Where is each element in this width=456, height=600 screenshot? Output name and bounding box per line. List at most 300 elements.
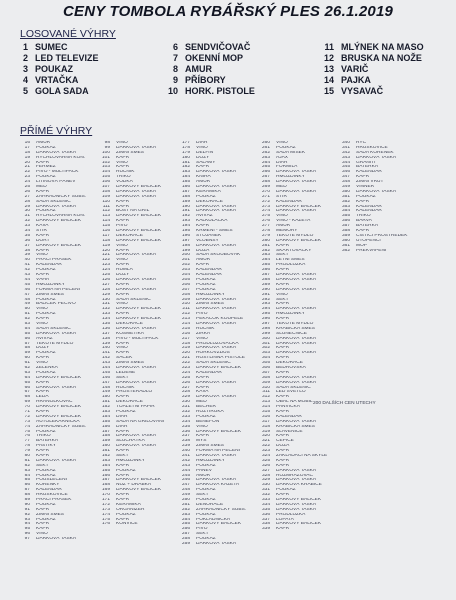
prize-number: 142 <box>101 356 110 361</box>
prize-name: VÁHA <box>36 277 50 282</box>
prize-number: 94 <box>24 522 30 527</box>
prize-number: 112 <box>102 209 110 214</box>
prize-number: 266 <box>261 170 270 175</box>
prize-name: MOP <box>356 243 367 248</box>
prize-number: 60 <box>24 356 30 361</box>
prize-number: 335 <box>261 507 270 512</box>
prize-name: POUKAZ <box>36 268 56 273</box>
prize-number: 307 <box>261 370 270 375</box>
prize-number: 256 <box>181 527 190 532</box>
prize-number: 155 <box>101 419 110 424</box>
prize-number: 43 <box>24 273 30 278</box>
prize-number: 217 <box>181 336 190 341</box>
prize-name: KAPR <box>116 248 130 253</box>
prize-name: ROZTIRUKA <box>196 409 224 414</box>
prize-name: FORMILA <box>276 165 298 170</box>
prize-name: KAPR <box>36 233 50 238</box>
prize-name: DÁRKOVÝ BALÍČEK <box>116 185 162 190</box>
prize-number: 271 <box>261 194 270 199</box>
prize-name: VÍNO <box>116 258 128 263</box>
prize-number: 138 <box>101 336 110 341</box>
prize-name: KAPR <box>36 380 50 385</box>
prize-number: 22 <box>24 170 30 175</box>
prize-number: 158 <box>101 434 110 439</box>
prize-number: 192 <box>181 214 190 219</box>
prize-name: DÁRKOVÁ TAŠKA <box>356 189 397 194</box>
prize-name: FERMEŽ <box>36 165 56 170</box>
prize-name: MEMORY <box>276 229 298 234</box>
prize-name: DÁRKOVÁ TAŠKA <box>116 365 157 370</box>
prize-name: DÁRKOVÁ TAŠKA <box>196 209 237 214</box>
prize-number: 165 <box>101 468 110 473</box>
prize-name: KRABIČKA SMĚS <box>276 326 315 331</box>
prize-number: 348 <box>341 180 350 185</box>
prize-name: DELFÍN <box>196 150 214 155</box>
prize-name: POUKAZ <box>36 175 56 180</box>
prize-number: 95 <box>24 527 30 532</box>
prize-number: 66 <box>24 385 30 390</box>
prize-name: POUKAZ <box>36 351 56 356</box>
prize-number: 44 <box>24 277 30 282</box>
prize-name: KAPR <box>276 395 290 400</box>
prize-name: DÁRKOVÝ BALÍČEK <box>36 405 82 410</box>
prize-name: KAPR <box>276 493 290 498</box>
prize-number: 336 <box>261 512 270 517</box>
prize-number: 30 <box>24 209 30 214</box>
prize-name: MED <box>276 185 287 190</box>
prize-number: 287 <box>261 273 270 278</box>
prize-number: 77 <box>24 439 30 444</box>
prize-number: 143 <box>101 361 110 366</box>
prize-number: 323 <box>261 449 270 454</box>
prize-name: KAPR <box>356 229 370 234</box>
prize-name: POUKAZ <box>196 287 216 292</box>
prize-name: VÍNO <box>36 253 48 258</box>
prize-name: AUTOLÉKARNIČKA <box>36 419 80 424</box>
prize-name: SKARTOVAČKY <box>276 248 312 253</box>
prize-number: 362 <box>341 248 350 253</box>
prize-name: VÍNO <box>36 321 48 326</box>
prize-number: 121 <box>101 253 110 258</box>
prize-number: 75 <box>24 429 30 434</box>
prize-number: 191 <box>181 209 190 214</box>
prize-number: 119 <box>102 243 110 248</box>
prize-name: PRODLUŽOVAČKA <box>196 341 239 346</box>
prize-name: DÁRKOVÝ BALÍČEK <box>36 375 82 380</box>
prize-name: POUKAZ <box>276 488 296 493</box>
prize-number: 41 <box>24 263 30 268</box>
prize-number: 359 <box>341 233 350 238</box>
prize-number: 303 <box>261 351 270 356</box>
prize-number: 233 <box>181 414 190 419</box>
prize-name: HORK. PISTOLE <box>185 86 255 96</box>
prize-name: KAPR <box>196 375 210 380</box>
prize-name: DÁRKOVÝ BALÍČEK <box>36 219 82 224</box>
prize-number: 97 <box>24 537 30 542</box>
prize-name: SEKT <box>196 493 209 498</box>
prize-number: 261 <box>261 145 270 150</box>
prize-name: VRTAČKA <box>35 75 79 85</box>
prize-name: ZIMNÍ SMĚS <box>116 361 144 366</box>
prize-name: KAPR <box>196 434 210 439</box>
prize-name: KAPR <box>116 473 130 478</box>
prize-number: 277 <box>261 224 270 229</box>
prize-number: 162 <box>101 454 110 458</box>
prize-number: 58 <box>24 346 30 351</box>
prize-name: BARVA <box>356 219 372 224</box>
prize-name: DÁRKOVÁ TAŠKA <box>116 434 157 439</box>
prize-name: VÍNO <box>276 214 288 219</box>
prize-name: DENORACE <box>196 502 224 507</box>
prize-name: LETNÍ SMĚS <box>276 258 305 263</box>
prize-number: 279 <box>261 233 270 238</box>
prize-number: 259 <box>181 542 190 547</box>
prize-name: POUŠLECENÍ <box>36 478 67 483</box>
prize-name: POKLADNIČKA <box>196 517 231 522</box>
prize-name: GRANITI <box>356 160 376 165</box>
prize-name: DÁRKOVÁ TAŠKA <box>276 277 317 282</box>
prize-number: 342 <box>341 150 350 155</box>
prize-number: 96 <box>24 532 30 537</box>
prize-name: KALKULAČKA <box>196 219 228 224</box>
prize-number: 194 <box>181 224 190 229</box>
prize-name: ZAHRADNICKÝ SUBS. <box>196 507 247 512</box>
prize-name: KAPR <box>116 351 130 356</box>
main-prize-item <box>316 53 422 63</box>
prize-name: SEKT <box>36 463 49 468</box>
prize-number: 161 <box>101 449 110 454</box>
prize-name: HRUŠKOVICE <box>36 493 68 498</box>
prize-number: 232 <box>181 409 190 414</box>
prize-number: 236 <box>181 429 190 434</box>
prize-name: VÍNO <box>116 302 128 307</box>
prize-number: 263 <box>261 155 270 160</box>
prize-number: 253 <box>181 512 190 517</box>
prize-number: 40 <box>24 258 30 263</box>
prize-name: SADA SKLENIC <box>276 385 311 390</box>
prize-number: 198 <box>181 243 190 248</box>
prize-number: 248 <box>181 488 190 493</box>
prize-number: 35 <box>24 233 30 238</box>
prize-name: ŠTÍR <box>276 194 287 199</box>
prize-name: TRIKO <box>36 434 51 439</box>
prize-name: KALENDÁŘ <box>196 273 222 278</box>
prize-number: 31 <box>24 214 30 219</box>
prize-number: 86 <box>24 483 30 488</box>
prize-number: 55 <box>24 331 30 336</box>
prize-number: 246 <box>181 478 190 483</box>
prize-name: VÍNO <box>36 307 48 312</box>
prize-name: KAPR <box>116 292 130 297</box>
prize-number: 282 <box>261 248 270 253</box>
prize-number: 313 <box>261 400 270 405</box>
prize-name: ZIMNÍ SMĚS <box>116 150 144 155</box>
prize-number: 180 <box>181 155 190 160</box>
prize-number: 141 <box>101 351 110 356</box>
prize-number: 220 <box>181 351 190 356</box>
prize-name: DÁRKOVÁ TAŠKA <box>276 287 317 292</box>
prize-name: DÁRKOVÝ BALÍČEK <box>116 214 162 219</box>
prize-name: VÍNO <box>196 145 208 150</box>
prize-name: TEKUTÉ MÝDLO <box>276 233 314 238</box>
prize-name: KERAMIKA <box>116 502 141 507</box>
main-prize-item <box>160 75 226 85</box>
prize-name: KAPR <box>116 155 130 160</box>
prize-name: SEKT <box>116 375 129 380</box>
prize-name: KAPR <box>276 449 290 454</box>
prize-name: DIÁŘ <box>196 141 208 145</box>
prize-number: 3 <box>22 64 28 74</box>
prize-name: PIVO <box>116 224 128 229</box>
prize-number: 65 <box>24 380 30 385</box>
prize-name: DÁRKOVÁ KRABICE <box>276 483 322 488</box>
prize-name: KAPR <box>116 498 130 503</box>
prize-name: KAPR <box>116 395 130 400</box>
prize-name: KALENDÁŘ <box>196 268 222 273</box>
prize-name: KAPR <box>116 312 130 317</box>
prize-name: ROSTLINNÁ PISTOLE <box>196 356 245 361</box>
prize-name: KAPR <box>36 454 50 458</box>
prize-name: POUKAZ <box>36 312 56 317</box>
prize-number: 196 <box>181 233 190 238</box>
prize-number: 245 <box>181 473 190 478</box>
prize-name: DÁRKOVÁ TAŠKA <box>276 468 317 473</box>
prize-number: 98 <box>104 141 110 145</box>
prize-name: KALENDÁŘ <box>356 170 382 175</box>
prize-name: POUKAZ <box>36 209 56 214</box>
prize-name: KAPR <box>276 346 290 351</box>
prize-row <box>254 527 372 532</box>
prize-number: 126 <box>101 277 110 282</box>
prize-number: 62 <box>24 365 30 370</box>
prize-number: 284 <box>261 258 270 263</box>
prize-number: 229 <box>181 395 190 400</box>
prize-number: 252 <box>181 507 190 512</box>
prize-number: 80 <box>24 454 30 458</box>
main-prize-item <box>160 64 212 74</box>
prize-number: 204 <box>181 273 190 278</box>
prize-name: DÁRKOVÁ TAŠKA <box>276 170 317 175</box>
prize-number: 327 <box>261 468 270 473</box>
prize-name: POUKAZ <box>36 370 56 375</box>
prize-number: 214 <box>181 321 190 326</box>
prize-number: 73 <box>24 419 30 424</box>
prize-number: 20 <box>24 160 30 165</box>
prize-name: AMUR <box>36 141 51 145</box>
prize-number: 181 <box>181 160 190 165</box>
prize-number: 21 <box>24 165 30 170</box>
prize-name: POUKAZ <box>196 282 216 287</box>
prize-name: DÁRKOVÁ TAŠKA <box>116 145 157 150</box>
prize-number: 56 <box>24 336 30 341</box>
prize-name: DÁRKOVÁ KAZETA <box>196 483 240 488</box>
prize-number: 109 <box>101 194 110 199</box>
prize-name: PŘÍBORY <box>185 75 226 85</box>
prize-name: POUKAZ <box>116 468 136 473</box>
prize-number: 212 <box>181 312 190 317</box>
prize-name: DARKOVÁ TAŠKA <box>36 150 77 155</box>
prize-number: 25 <box>24 185 30 190</box>
prize-name: SLUNEČNICE <box>276 331 307 336</box>
prize-name: DÁRKOVÁ TAŠKA <box>276 189 317 194</box>
prize-name: DOZY <box>116 273 130 278</box>
prize-name: RYCHLOVARNÁ KON. <box>36 214 86 219</box>
prize-name: POUKAZ <box>36 429 56 434</box>
prize-number: 70 <box>24 405 30 410</box>
prize-name: DÁRKOVÝ BALÍČEK <box>116 317 162 322</box>
prize-number: 231 <box>181 405 190 410</box>
prize-number: 321 <box>261 439 270 444</box>
main-prize-item <box>160 86 255 96</box>
prize-number: 72 <box>24 414 30 419</box>
prize-number: 144 <box>101 365 110 370</box>
prize-number: 276 <box>261 219 270 224</box>
page-title: CENY TOMBOLA RYBÁŘSKÝ PLES 26.1.2019 <box>62 3 394 20</box>
prize-name: SADA MISEK <box>276 150 306 155</box>
prize-number: 136 <box>101 326 110 331</box>
prize-name: DÁRKOVÁ TAŠKA <box>116 253 157 258</box>
prize-name: ZELENKA <box>36 365 58 370</box>
prize-number: 228 <box>181 390 190 395</box>
prize-name: SLUCHÁTKA <box>116 439 145 444</box>
prize-name: LEDENÉ <box>116 370 136 375</box>
prize-number: 4 <box>22 75 28 85</box>
prize-number: 118 <box>102 238 110 243</box>
prize-number: 267 <box>261 175 270 180</box>
prize-name: DÁRKOVÁ TAŠKA <box>276 351 317 356</box>
prize-name: TRIKO <box>116 175 131 180</box>
prize-name: DÁRKOVÁ TAŠKA <box>276 502 317 507</box>
prize-number: 249 <box>181 493 190 498</box>
prize-name: BENEFON <box>196 419 220 424</box>
prize-name: AVIVÁŽ <box>36 336 53 341</box>
prize-name: PRACÍ PRÁŠEK <box>36 258 72 263</box>
prize-number: 103 <box>101 165 110 170</box>
prize-name: DÁRKOVÁ TAŠKA <box>356 155 397 160</box>
prize-name: RUČNÍK <box>196 326 215 331</box>
prize-name: PASTIKY <box>36 444 56 449</box>
prize-number: 310 <box>261 385 270 390</box>
prize-name: PRACÍ PRÁŠEK <box>36 498 72 503</box>
prize-number: 251 <box>181 502 190 507</box>
prize-name: ZAHRADNICKÝ SUBS. <box>36 424 87 429</box>
prize-name: DIÁŘ <box>116 414 128 419</box>
main-prizes-heading: LOSOVANÉ VÝHRY <box>20 28 116 40</box>
prize-name: DÁRKOVÁ TAŠKA <box>196 478 237 483</box>
prize-number: 219 <box>181 346 190 351</box>
prize-number: 227 <box>181 385 190 390</box>
prize-number: 140 <box>101 346 110 351</box>
prize-number: 129 <box>101 292 110 297</box>
prize-name: VÍNO <box>116 141 128 145</box>
prize-number: 346 <box>341 170 350 175</box>
prize-name: DÁRKOVÁ TAŠKA <box>276 507 317 512</box>
prize-number: 82 <box>24 463 30 468</box>
prize-name: KOSMETIKA <box>116 331 144 336</box>
prize-number: 337 <box>261 517 270 522</box>
prize-name: DÁRKOVÁ TAŠKA <box>116 444 157 449</box>
prize-name: KAPR <box>276 268 290 273</box>
prize-name: BALÍČEK PECIVO <box>36 302 76 307</box>
prize-number: 347 <box>341 175 350 180</box>
prize-number: 176 <box>101 522 110 527</box>
prize-number: 157 <box>101 429 110 434</box>
prize-number: 355 <box>341 214 350 219</box>
prize-number: 301 <box>261 341 270 346</box>
prize-number: 175 <box>101 517 110 522</box>
prize-name: VÍNO - KAZETA <box>276 219 311 224</box>
prize-number: 88 <box>24 493 30 498</box>
prize-number: 203 <box>181 268 190 273</box>
prize-number: 317 <box>261 419 270 424</box>
prize-number: 33 <box>24 224 30 229</box>
prize-number: 349 <box>341 185 350 190</box>
prize-number: 83 <box>24 468 30 473</box>
prize-name: SEKT <box>116 454 129 458</box>
prize-name: KAPR <box>276 370 290 375</box>
prize-number: 87 <box>24 488 30 493</box>
prize-name: KAPR <box>36 248 50 253</box>
prize-number: 199 <box>181 248 190 253</box>
prize-number: 197 <box>181 238 190 243</box>
prize-name: BOST NA GRIL <box>116 209 150 214</box>
prize-name: KAPR <box>276 317 290 322</box>
prize-name: OKENNÍ MOP <box>185 53 244 63</box>
prize-name: DÁRKOVÁ TAŠKA <box>36 385 77 390</box>
prize-name: ZIMNÍ SMĚS <box>196 444 224 449</box>
prize-number: 57 <box>24 341 30 346</box>
prize-number: 242 <box>181 458 190 463</box>
prize-name: POUKAZ <box>276 145 296 150</box>
prize-number: 314 <box>261 405 270 410</box>
prize-name: BATERKA <box>356 224 379 229</box>
prize-number: 127 <box>101 282 110 287</box>
prize-name: BATERKA <box>36 439 59 444</box>
prize-number: 64 <box>24 375 30 380</box>
prize-number: 184 <box>181 175 190 180</box>
prize-number: 344 <box>341 160 350 165</box>
prize-name: DÁRKOVÁ TAŠKA <box>116 326 157 331</box>
prize-number: 244 <box>181 468 190 473</box>
prize-name: HMOZDINKY <box>276 175 305 180</box>
main-prize-item <box>316 64 368 74</box>
prize-name: DIÁŘ <box>116 424 128 429</box>
prize-name: SADA SKLENIC <box>116 297 151 302</box>
prize-number: 208 <box>181 292 190 297</box>
prize-number: 111 <box>102 204 110 209</box>
prize-name: KAPR <box>276 356 290 361</box>
prize-name: VÍNO <box>276 141 288 145</box>
prize-name: OBAL NA MOBIL <box>276 400 313 405</box>
prize-name: VLOBNSY <box>196 238 219 243</box>
prize-number: 99 <box>104 145 110 150</box>
prize-number: 170 <box>101 493 110 498</box>
prize-name: POUKAZ <box>36 145 56 150</box>
prize-number: 69 <box>24 400 30 405</box>
prize-number: 223 <box>181 365 190 370</box>
prize-number: 294 <box>261 307 270 312</box>
prize-number: 357 <box>341 224 350 229</box>
prize-number: 71 <box>24 409 30 414</box>
prize-number: 190 <box>181 204 190 209</box>
prize-number: 167 <box>101 478 110 483</box>
prize-name: RYCHLOVARNÁ KON. <box>36 155 86 160</box>
prize-number: 268 <box>261 180 270 185</box>
prize-name: DÁRKOVÝ BALÍČEK <box>116 307 162 312</box>
prize-name: VARIČ <box>341 64 369 74</box>
prize-number: 235 <box>181 424 190 429</box>
prize-number: 300 <box>261 336 270 341</box>
